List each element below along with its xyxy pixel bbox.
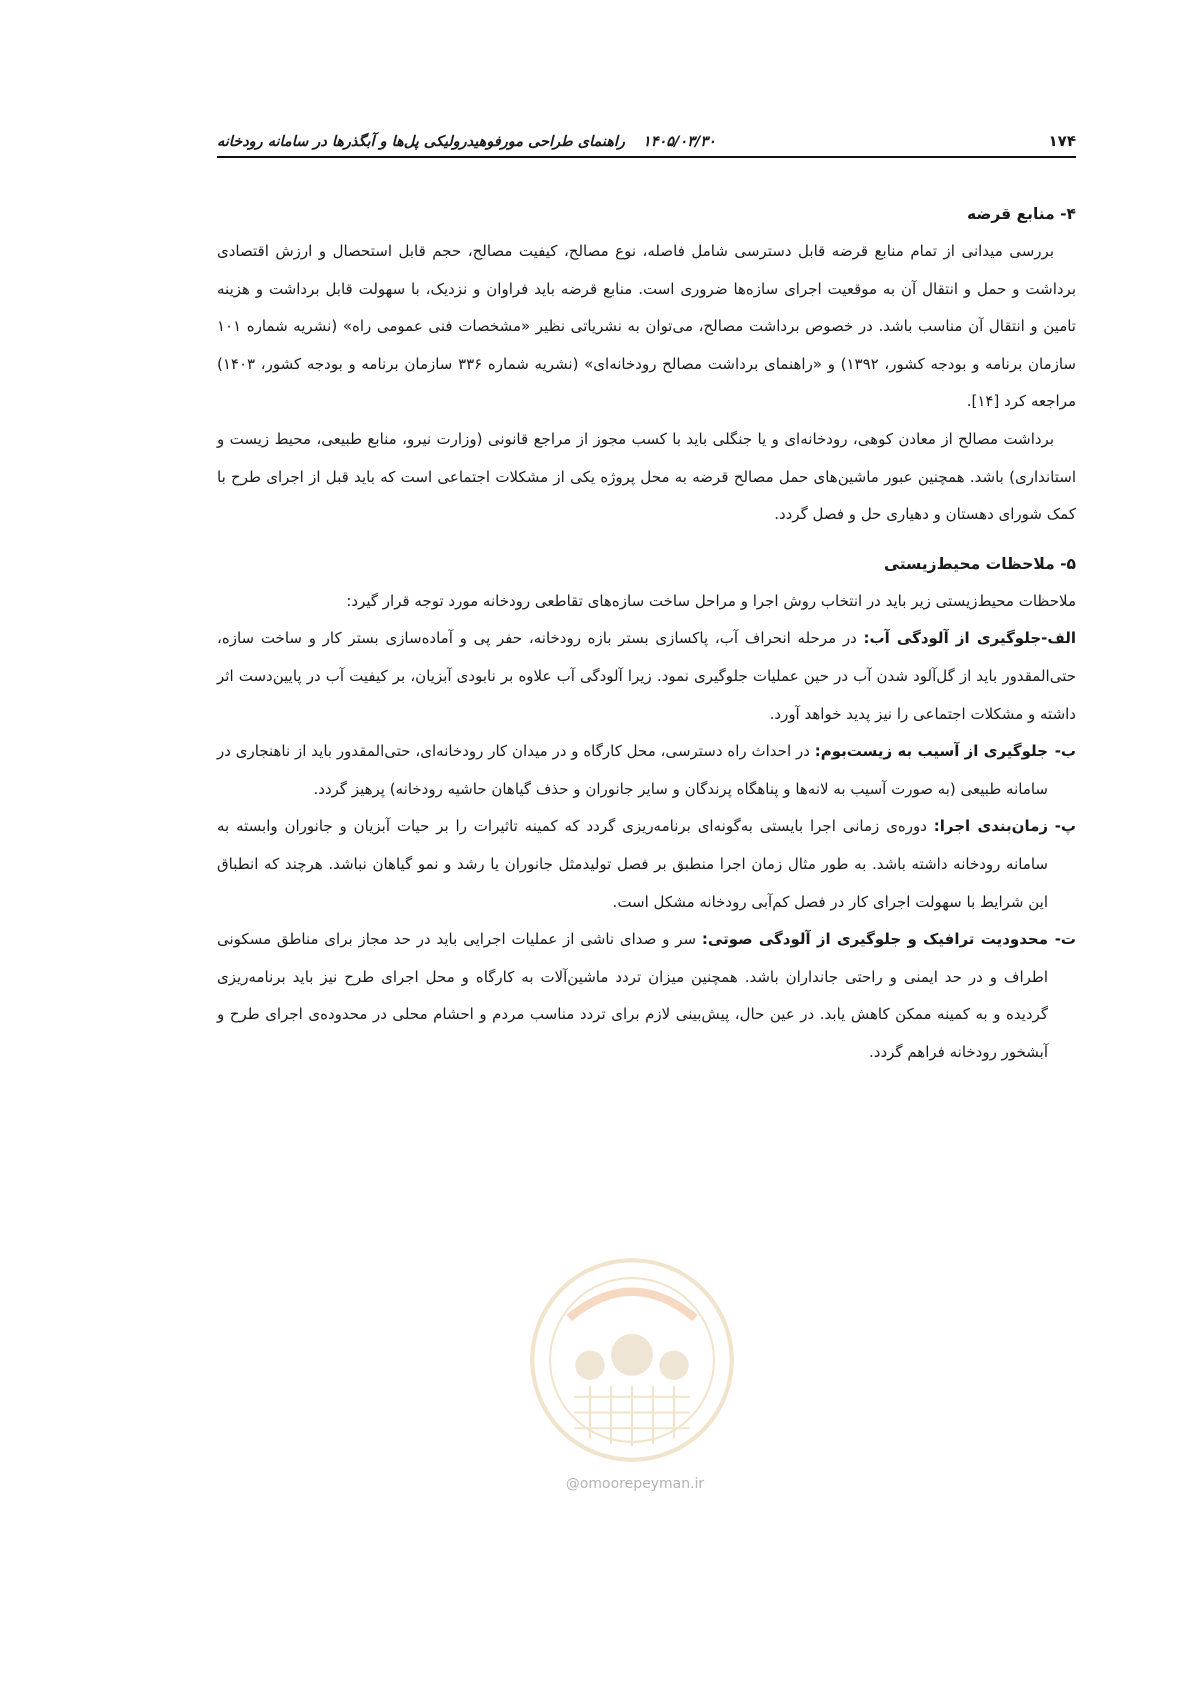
- watermark-url: @omoorepeyman.ir: [565, 1476, 705, 1492]
- page-number: ۱۷۴: [1048, 132, 1076, 150]
- section-4-paragraph-1: بررسی میدانی از تمام منابع قرضه قابل دسترسی شامل فاصله، نوع مصالح، کیفیت مصالح، حجم قابل استحصال و ارزش اقتصادی برداشت و حمل و انتقال آن به موقعیت اجرای سازه‌ها ضروری است. منابع قرضه باید فراوان و نزدیک، با سهولت قابل برداشت و هزینه تامین و انتقال آن مناسب باشد. در خصوص برداشت مصالح، می‌توان به نشریاتی نظیر «مشخصات فنی عمومی راه» (نشریه شماره ۱۰۱ سازمان برنامه و بودجه کشور، ۱۳۹۲) و «راهنمای برداشت مصالح رودخانه‌ای» (نشریه شماره ۳۳۶ سازمان برنامه و بودجه کشور، ۱۴۰۳) مراجعه کرد [۱۴].: [217, 242, 1077, 411]
- section-5-heading: ۵- ملاحظات محیط‌زیستی: [884, 554, 1076, 573]
- header-title: راهنمای طراحی مورفوهیدرولیکی پل‌ها و آبگذرها در سامانه رودخانه: [217, 134, 625, 150]
- watermark-logo-icon: [527, 1255, 737, 1465]
- section-4-heading: ۴- منابع قرضه: [966, 205, 1076, 223]
- list-item-title: جلوگیری از آلودگی آب:: [863, 629, 1042, 648]
- list-item-pe: [217, 808, 1076, 921]
- list-item-body: [217, 733, 1048, 808]
- list-item-body: [217, 921, 1048, 1071]
- list-item-label: ت-: [1054, 930, 1076, 949]
- document-page: [85, 0, 1191, 1684]
- list-item-label: ب-: [1054, 742, 1076, 761]
- section-5-intro: ملاحظات محیط‌زیستی زیر باید در انتخاب روش اجرا و مراحل ساخت سازه‌های تقاطعی رودخانه مورد توجه قرار گیرد:: [346, 591, 1076, 610]
- header-date: ۱۴۰۵/۰۳/۳۰: [642, 134, 716, 150]
- list-item-te: [217, 921, 1076, 1071]
- list-item-text: در احداث راه دسترسی، محل کارگاه و در میدان کار رودخانه‌ای، حتی‌المقدور باید از ناهنجاری در سامانه طبیعی (به صورت آسیب به لانه‌ها و پناهگاه پرندگان و سایر جانوران و حذف گیاهان حاشیه رودخانه) پرهیز گردد.: [217, 742, 1048, 798]
- page-header: [217, 120, 1076, 158]
- list-item-be: [217, 733, 1076, 808]
- running-title: [217, 134, 716, 150]
- list-item-title: زمان‌بندی اجرا:: [933, 817, 1048, 836]
- list-item-text: سر و صدای ناشی از عملیات اجرایی باید در حد مجاز برای مناطق مسکونی اطراف و در حد ایمنی و راحتی جانداران باشد. همچنین میزان تردد ماشین‌آلات به کارگاه و محل اجرای طرح نیز باید برنامه‌ریزی گردیده و به کمینه ممکن کاهش یابد. در عین حال، پیش‌بینی لازم برای تردد مناسب مردم و احشام محلی در محدوده‌ی اجرای طرح و آبشخور رودخانه فراهم گردد.: [217, 930, 1048, 1061]
- list-item-title: محدودیت ترافیک و جلوگیری از آلودگی صوتی:: [701, 930, 1048, 949]
- main-content: [217, 198, 1076, 1071]
- list-item-body: [217, 620, 1076, 733]
- list-item-label: الف-: [1041, 629, 1076, 648]
- list-item-label: پ-: [1054, 817, 1076, 836]
- list-item-title: جلوگیری از آسیب به زیست‌بوم:: [814, 742, 1048, 761]
- list-item-text: دوره‌ی زمانی اجرا بایستی به‌گونه‌ای برنامه‌ریزی گردد که کمینه تاثیرات را بر حیات آبزیان و جانوران وابسته به سامانه رودخانه داشته باشد. به طور مثال زمان اجرا منطبق بر فصل تولیدمثل جانوران یا رشد و نمو گیاهان نباشد. هرچند که انطباق این شرایط با سهولت اجرای کار در فصل کم‌آبی رودخانه مشکل است.: [217, 817, 1048, 911]
- section-4-paragraph-2: برداشت مصالح از معادن کوهی، رودخانه‌ای و یا جنگلی باید با کسب مجوز از مراجع قانونی (وزارت نیرو، منابع طبیعی، محیط زیست و استانداری) باشد. همچنین عبور ماشین‌های حمل مصالح قرضه به محل پروژه یکی از مشکلات اجتماعی است که باید قبل از اجرای طرح با کمک شورای دهستان و دهیاری حل و فصل گردد.: [217, 429, 1076, 524]
- list-item-text: در مرحله انحراف آب، پاکسازی بستر بازه رودخانه، حفر پی و آماده‌سازی بستر کار و ساخت سازه، حتی‌المقدور باید از گل‌آلود شدن آب در حین عملیات جلوگیری نمود. زیرا آلودگی آب علاوه بر نابودی آبزیان، بر کیفیت آب در پایین‌دست اثر داشته و مشکلات اجتماعی را نیز پدید خواهد آورد.: [217, 629, 1076, 723]
- list-item-body: [217, 808, 1048, 921]
- list-item-alef: [217, 620, 1076, 733]
